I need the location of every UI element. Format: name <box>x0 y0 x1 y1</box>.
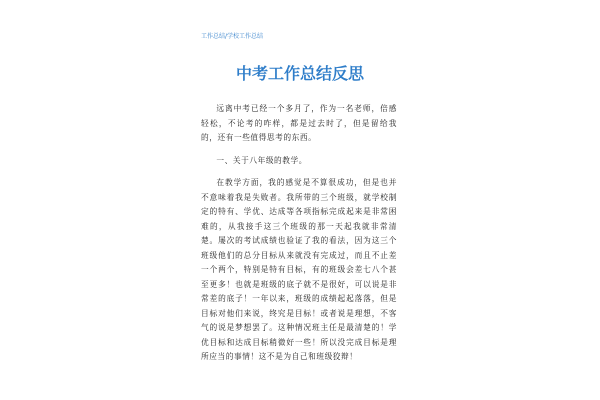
breadcrumb <box>201 33 263 41</box>
section-heading: 一、关于八年级的教学。 <box>216 155 308 165</box>
article-body <box>201 102 397 373</box>
article-paragraph: 远离中考已经一个多月了，作为一名老师，倍感轻松，不论考的咋样，都是过去时了，但是留给我的，还有一些值得思考的东西。 <box>201 104 397 142</box>
breadcrumb-link[interactable]: 工作总结/学校工作总结 <box>201 33 264 40</box>
article-paragraph: 在教学方面，我的感觉是不算很成功，但是也并不意味着我是失败者。我所带的三个班级，就学校制定的特有、学优、达成等各项指标完成起来是非常困难的，从我接手这三个班级的那一天起我就非常清楚。屡次的考试成绩也验证了我的看法，因为这三个班级他们的总分目标从来就没有完成过，而且不止差一个两个，特别是特有目标，有的班级会差七八个甚至更多！也就是班级的底子就不是很好，可以说是非常差的底子！一年以来，班级的成绩起起落落，但是目标对他们来说，终究是目标！或者说是理想，不客气的说是梦想罢了。这种情况班主任是最清楚的！学优目标和达成目标稍微好一些！所以没完成目标是理所应当的事情！这不是为自己和班级狡辩！ <box>201 178 397 361</box>
page-title: 中考工作总结反思 <box>235 64 364 83</box>
